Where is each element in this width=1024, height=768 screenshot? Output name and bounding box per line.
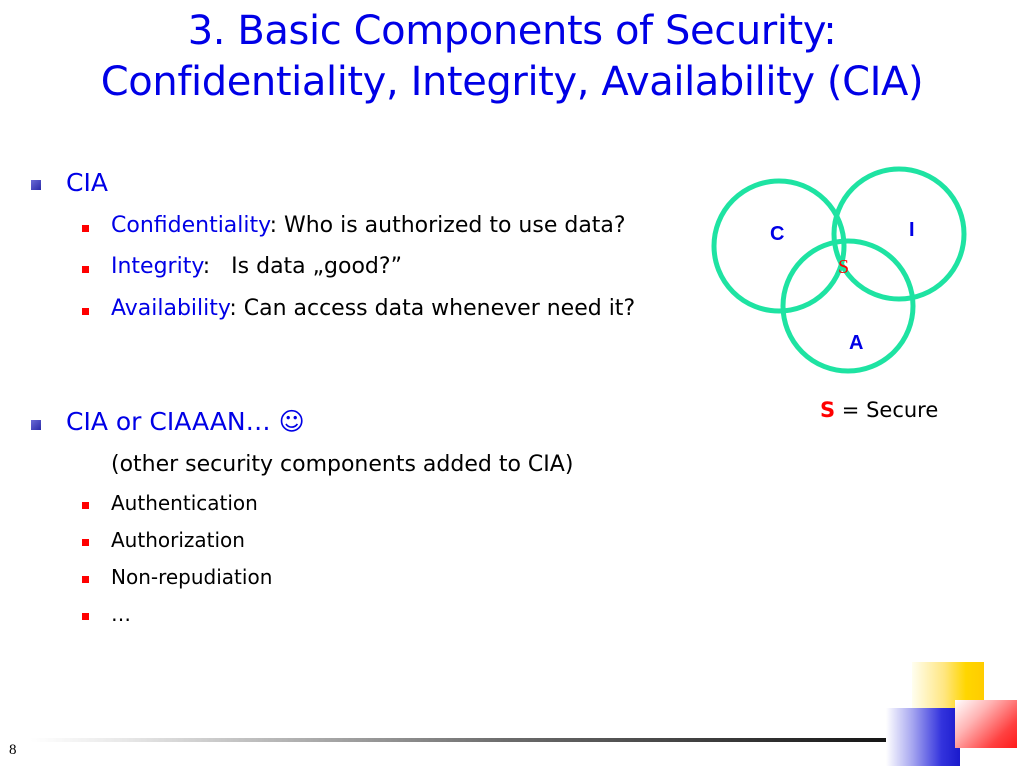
footer-line (30, 738, 980, 742)
desc-availability: : Can access data whenever need it? (229, 296, 636, 321)
item-ellipsis: … (111, 602, 131, 626)
deco-red-square (955, 700, 1017, 748)
item-availability (111, 296, 635, 321)
venn-label-i: I (909, 219, 915, 241)
legend-symbol: S (820, 398, 836, 422)
title-line-2: Confidentiality, Integrity, Availability (CIA) (100, 59, 924, 105)
venn-label-c: C (770, 223, 785, 245)
sub-bullet-icon (82, 613, 89, 620)
bullet-cia: CIA (66, 168, 108, 197)
item-authorization: Authorization (111, 528, 245, 552)
page-number: 8 (9, 742, 17, 758)
item-authentication: Authentication (111, 491, 258, 515)
title-line-1: 3. Basic Components of Security: (187, 8, 837, 54)
sub-bullet-icon (82, 576, 89, 583)
item-confidentiality (111, 213, 626, 238)
desc-integrity: : Is data „good?” (202, 254, 402, 279)
venn-legend (820, 398, 938, 422)
sub-bullet-icon (82, 308, 89, 315)
deco-blue-square (886, 708, 960, 766)
bullet-square-icon (31, 420, 41, 430)
sub-bullet-icon (82, 502, 89, 509)
term-availability: Availability (111, 296, 230, 321)
sub-bullet-icon (82, 266, 89, 273)
bullet-square-icon (31, 180, 41, 190)
term-integrity: Integrity (111, 254, 203, 279)
bullet-ciaaan: CIA or CIAAAN… ☺ (66, 407, 305, 436)
desc-confidentiality: : Who is authorized to use data? (269, 213, 626, 238)
ciaaan-note: (other security components added to CIA) (111, 452, 574, 477)
item-integrity (111, 254, 402, 279)
legend-text: = Secure (835, 398, 939, 422)
item-non-repudiation: Non-repudiation (111, 565, 273, 589)
sub-bullet-icon (82, 225, 89, 232)
circle-i (834, 169, 964, 299)
sub-bullet-icon (82, 539, 89, 546)
venn-label-s: S (838, 256, 850, 278)
cia-venn-diagram (700, 150, 980, 390)
term-confidentiality: Confidentiality (111, 213, 270, 238)
venn-label-a: A (849, 332, 864, 354)
slide-title (0, 6, 1024, 108)
